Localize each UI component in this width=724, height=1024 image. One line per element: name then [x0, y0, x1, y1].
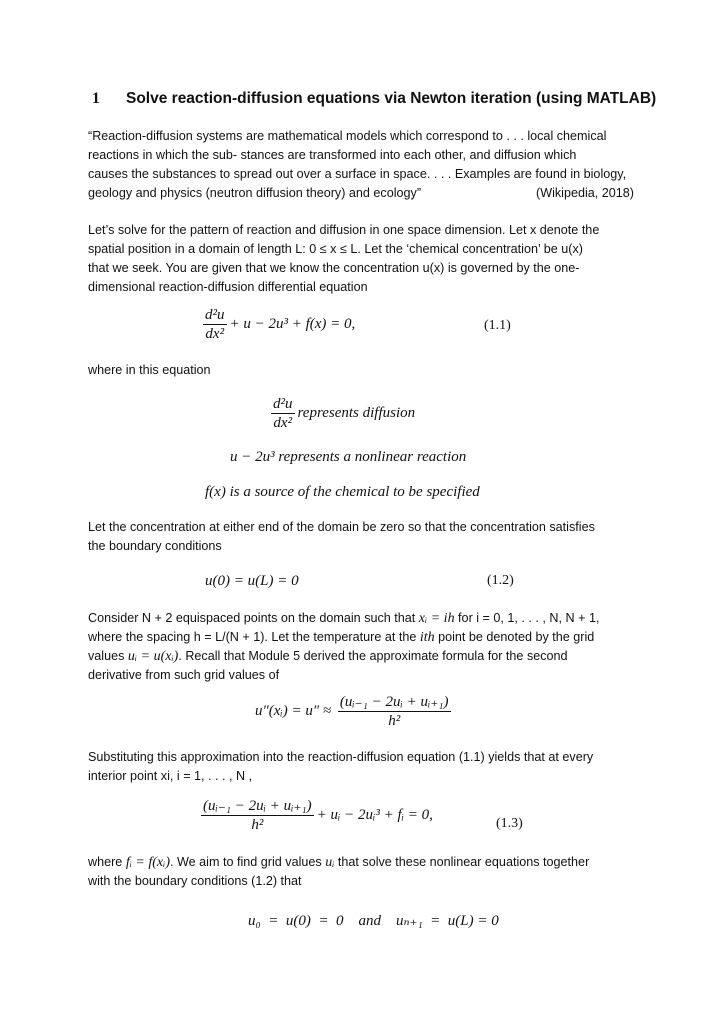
boundary-paragraph [88, 518, 636, 556]
section-title: Solve reaction-diffusion equations via Newton iteration (using MATLAB) [126, 90, 657, 107]
where-text: where in this equation [88, 363, 211, 377]
grid-line-1: Consider N + 2 equispaced points on the domain such that xᵢ = ih for i = 0, 1, . . . , N, N + 1, [88, 611, 600, 626]
equation-1-2: u(0) = u(L) = 0 [205, 573, 299, 589]
final-paragraph [88, 853, 636, 891]
reaction-term: u − 2u³ represents a nonlinear reaction [230, 449, 467, 465]
boundary-line-1: Let the concentration at either end of the domain be zero so that the concentration satisfies [88, 520, 595, 534]
equation-number-1-3: (1.3) [496, 816, 523, 831]
final-line-1: where fᵢ = f(xᵢ). We aim to find grid values uᵢ that solve these nonlinear equations together [88, 855, 590, 870]
d2u-dx2-fraction: $\frac{\text{d²u}}{\text{dx²}}$ [205, 307, 225, 342]
grid-line-3: values uᵢ = u(xᵢ). Recall that Module 5 derived the approximate formula for the second [88, 649, 568, 664]
discrete-fraction: $\frac{\text{(uᵢ₋₁ − 2uᵢ + uᵢ₊₁)}}{\text{h²}}$ [203, 798, 312, 833]
quote-line-1: “Reaction-diffusion systems are mathematical models which correspond to . . . local chemical [88, 129, 607, 143]
boundary-line-2: the boundary conditions [88, 539, 222, 553]
diffusion-label: represents diffusion [297, 404, 416, 421]
subst-line-1: Substituting this approximation into the reaction-diffusion equation (1.1) yields that at every [88, 750, 594, 764]
wikipedia-quote [88, 127, 636, 203]
quote-last-line: geology and physics (neutron diffusion theory) and ecology” [88, 186, 422, 200]
equation-number-1-2: (1.2) [487, 573, 514, 588]
intro-line-2: spatial position in a domain of length L: 0 ≤ x ≤ L. Let the ‘chemical concentration’ be u(x) [88, 242, 583, 256]
grid-line-4: derivative from such grid values of [88, 668, 280, 682]
second-derivative-approximation [255, 693, 454, 730]
grid-boundary-conditions: u₀ = u(0) = 0 and uₙ₊₁ = u(L) = 0 [248, 913, 499, 929]
subst-line-2: interior point xi, i = 1, . . . , N , [88, 769, 253, 783]
equation-1-1 [200, 306, 355, 343]
quote-citation: (Wikipedia, 2018) [536, 186, 634, 200]
diffusion-term [268, 395, 415, 432]
intro-line-3: that we seek. You are given that we know the concentration u(x) is governed by the one- [88, 261, 580, 275]
derivative-fraction: $\frac{\text{(uᵢ₋₁ − 2uᵢ + uᵢ₊₁)}}{\text{h²}}$ [339, 694, 449, 729]
quote-line-4 [88, 184, 636, 203]
grid-line-2: where the spacing h = L/(N + 1). Let the temperature at the ith point be denoted by the grid [88, 630, 595, 645]
equation-number-1-1: (1.1) [484, 318, 511, 333]
section-number: 1 [92, 90, 100, 107]
intro-line-4: dimensional reaction-diffusion differential equation [88, 280, 368, 294]
substitution-paragraph [88, 748, 636, 786]
intro-line-1: Let’s solve for the pattern of reaction and diffusion in one space dimension. Let x denote the [88, 223, 600, 237]
equation-1-3 [198, 797, 433, 834]
grid-paragraph [88, 609, 636, 685]
source-term: f(x) is a source of the chemical to be specified [205, 484, 480, 500]
quote-line-3: causes the substances to spread out over a surface in space. . . . Examples are found in biology, [88, 167, 627, 181]
equation-1-1-rest: + u − 2u³ + f(x) = 0, [229, 315, 356, 332]
final-line-2: with the boundary conditions (1.2) that [88, 874, 302, 888]
derivative-lhs: u″(xᵢ) = u″ ≈ [255, 702, 332, 719]
section-heading [92, 90, 656, 108]
quote-line-2: reactions in which the sub- stances are transformed into each other, and diffusion which [88, 148, 577, 162]
diffusion-fraction: $\frac{\text{d²u}}{\text{dx²}}$ [273, 396, 293, 431]
equation-1-3-rest: + uᵢ − 2uᵢ³ + fᵢ = 0, [316, 806, 433, 823]
intro-paragraph [88, 221, 636, 297]
